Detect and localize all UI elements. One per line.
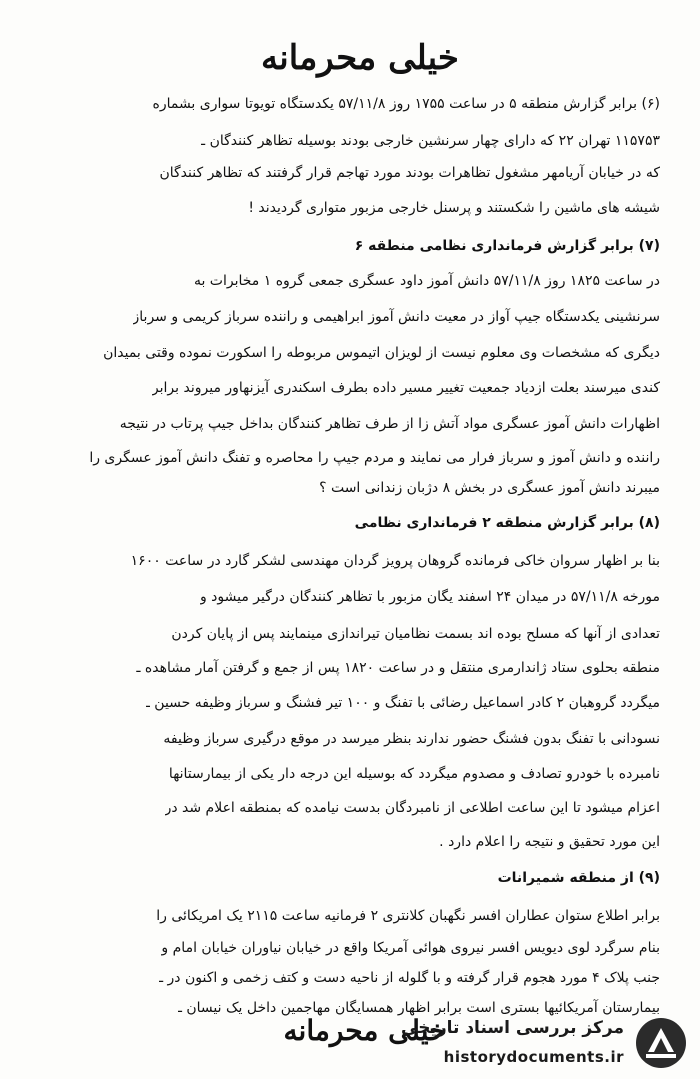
watermark-logo: [401, 1010, 694, 1074]
text-line: راننده و دانش آموز و سرباز فرار می نمایند و مردم جیپ را محاصره و تفنگ دانش آموز عسگری را: [89, 450, 660, 466]
text-line: بنام سرگرد لوی دیویس افسر نیروی هوائی آمریکا واقع در خیابان نیاوران خیابان امام و: [161, 940, 660, 956]
text-line: منطقه بحلوی ستاد ژاندارمری منتقل و در ساعت ۱۸۲۰ پس از جمع و گرفتن آمار مشاهده ـ: [136, 660, 660, 676]
text-line: تعدادی از آنها که مسلح بوده اند بسمت نظامیان تیراندازی مینمایند پس از پایان کردن: [171, 626, 660, 642]
text-line: که در خیابان آریامهر مشغول تظاهرات بودند مورد تهاجم قرار گرفتند که تظاهر کنندگان: [159, 165, 660, 181]
paragraph-heading: (۹) از منطقه شمیرانات: [497, 870, 660, 886]
classification-stamp-top: خیلی محرمانه: [261, 38, 459, 78]
text-line: نامبرده با خودرو تصادف و مصدوم میگردد که بوسیله این درجه دار یکی از بیمارستانها: [168, 766, 660, 782]
text-line: بنا بر اظهار سروان خاکی فرمانده گروهان پرویز گردان مهندسی لشکر گارد در ساعت ۱۶۰۰: [130, 553, 660, 569]
text-line: اعزام میشود تا این ساعت اطلاعی از نامبردگان بدست نیامده که بمنطقه اعلام شد در: [164, 800, 660, 816]
watermark-url: historydocuments.ir: [443, 1048, 624, 1066]
text-line: سرنشینی یکدستگاه جیپ آواز در معیت دانش آموز ابراهیمی و راننده سرباز کریمی و سرباز: [132, 309, 660, 325]
text-line: ۱۱۵۷۵۳ تهران ۲۲ که دارای چهار سرنشین خارجی بودند بوسیله تظاهر کنندگان ـ: [201, 133, 660, 149]
text-line: بیمارستان آمریکائیها بستری است برابر اظهار همسایگان مهاجمین داخل یک نیسان ـ: [177, 1000, 660, 1016]
text-line: دیگری که مشخصات وی معلوم نیست از لویزان اتیموس مربوطه را اسکورت نموده وقتی بمیدان: [103, 345, 660, 361]
text-line: اظهارات دانش آموز عسگری مواد آتش زا از طرف تظاهر کنندگان بداخل جیپ پرتاب در نتیجه: [119, 416, 660, 432]
paragraph-heading: (۸) برابر گزارش منطقه ۲ فرمانداری نظامی: [354, 515, 660, 531]
text-line: در ساعت ۱۸۲۵ روز ۵۷/۱۱/۸ دانش آموز داود عسگری جمعی گروه ۱ مخابرات به: [193, 273, 660, 289]
text-line: این مورد تحقیق و نتیجه را اعلام دارد .: [439, 834, 660, 850]
classification-stamp-bottom: خیلی محرمانه: [283, 1014, 447, 1047]
text-line: مورخه ۵۷/۱۱/۸ در میدان ۲۴ اسفند یگان مزبور با تظاهر کنندگان درگیر میشود و: [199, 589, 660, 605]
text-line: کندی میرسند بعلت ازدیاد جمعیت تغییر مسیر داده بطرف اسکندری آیزنهاور میروند برابر: [151, 380, 660, 396]
text-line: (۶) برابر گزارش منطقه ۵ در ساعت ۱۷۵۵ روز ۵۷/۱۱/۸ یکدستگاه تویوتا سواری بشماره: [152, 96, 660, 112]
text-line: میگردد گروهبان ۲ کادر اسماعیل رضائی با تفنگ و ۱۰۰ تیر فشنگ و سرباز وظیفه حسین ـ: [145, 695, 660, 711]
text-line: میبرند دانش آموز عسگری در بخش ۸ دژبان زندانی است ؟: [319, 480, 660, 496]
text-line: شیشه های ماشین را شکستند و پرسنل خارجی مزبور متواری گردیدند !: [248, 200, 660, 216]
text-line: برابر اطلاع ستوان عطاران افسر نگهبان کلانتری ۲ فرمانیه ساعت ۲۱۱۵ یک امریکائی را: [156, 908, 660, 924]
text-line: نسودانی با تفنگ بدون فشنگ حضور ندارند بنظر میرسد در موقع درگیری سرباز وظیفه: [163, 731, 660, 747]
archive-logo-icon: [634, 1016, 688, 1070]
watermark-title: مرکز بررسی اسناد تاریخی: [401, 1018, 624, 1038]
paragraph-heading: (۷) برابر گزارش فرمانداری نظامی منطقه ۶: [354, 238, 660, 254]
text-line: جنب پلاک ۴ مورد هجوم قرار گرفته و با گلوله از ناحیه دست و کتف زخمی و اکنون در ـ: [158, 970, 660, 986]
